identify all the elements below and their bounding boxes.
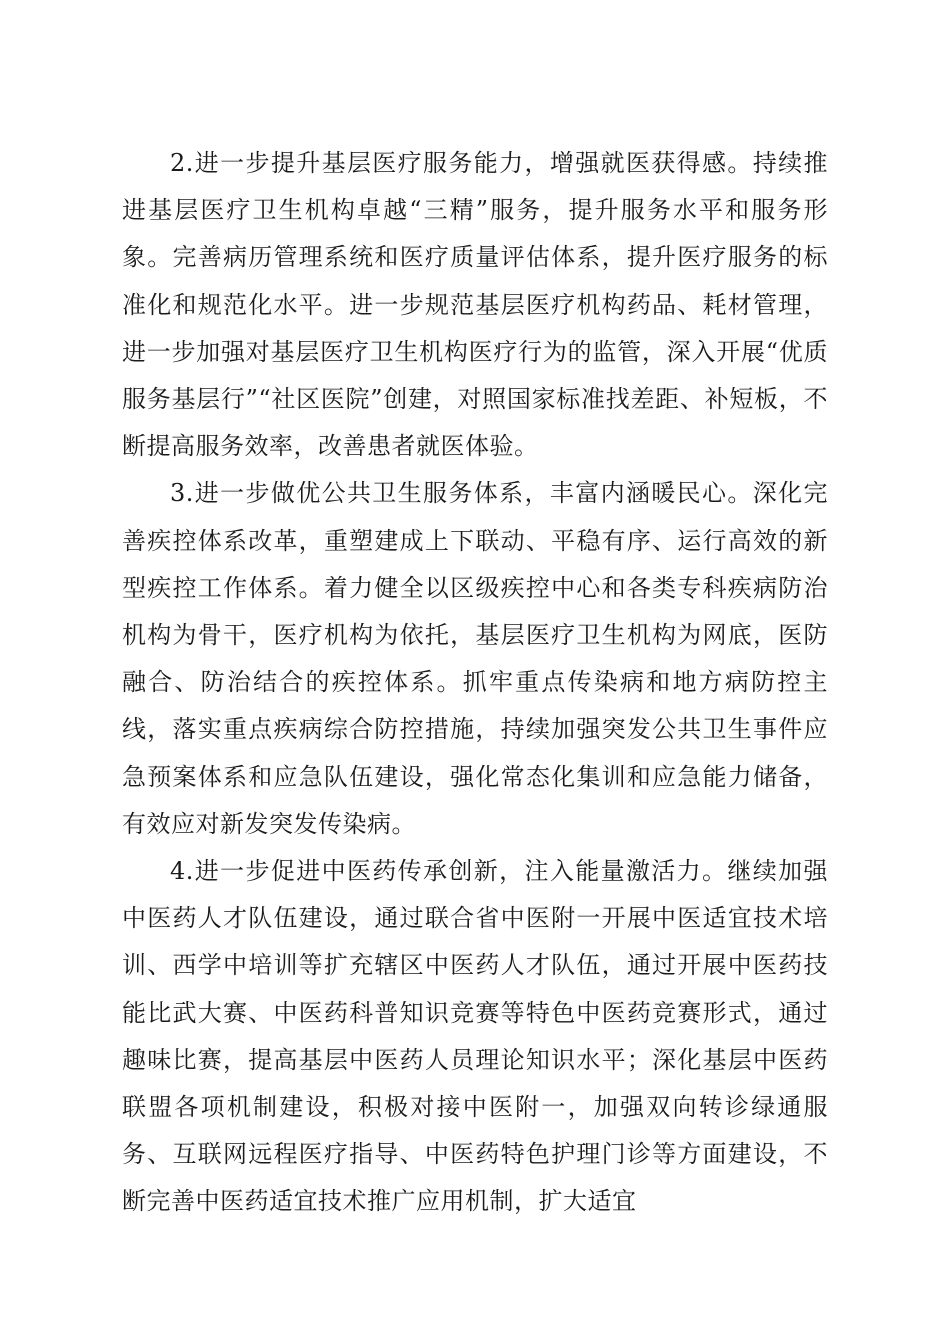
paragraph-primary-care: 2.进一步提升基层医疗服务能力，增强就医获得感。持续推进基层医疗卫生机构卓越“三精”服务，提升服务水平和服务形象。完善病历管理系统和医疗质量评估体系，提升医疗服务的标准化和规范化水平。进一步规范基层医疗机构药品、耗材管理，进一步加强对基层医疗卫生机构医疗行为的监管，深入开展“优质服务基层行”“社区医院”创建，对照国家标准找差距、补短板，不断提高服务效率，改善患者就医体验。 [122,149,828,461]
paragraph-tcm: 4.进一步促进中医药传承创新，注入能量激活力。继续加强中医药人才队伍建设，通过联合省中医附一开展中医适宜技术培训、西学中培训等扩充辖区中医药人才队伍，通过开展中医药技能比武大赛、中医药科普知识竞赛等特色中医药竞赛形式，通过趣味比赛，提高基层中医药人员理论知识水平；深化基层中医药联盟各项机制建设，积极对接中医附一，加强双向转诊绿通服务、互联网远程医疗指导、中医药特色护理门诊等方面建设，不断完善中医药适宜技术推广应用机制，扩大适宜 [122,857,828,1216]
paragraph-public-health: 3.进一步做优公共卫生服务体系，丰富内涵暖民心。深化完善疾控体系改革，重塑建成上下联动、平稳有序、运行高效的新型疾控工作体系。着力健全以区级疾控中心和各类专科疾病防治机构为骨干，医疗机构为依托，基层医疗卫生机构为网底，医防融合、防治结合的疾控体系。抓牢重点传染病和地方病防控主线，落实重点疾病综合防控措施，持续加强突发公共卫生事件应急预案体系和应急队伍建设，强化常态化集训和应急能力储备，有效应对新发突发传染病。 [122,479,828,838]
document-page [122,140,828,1226]
